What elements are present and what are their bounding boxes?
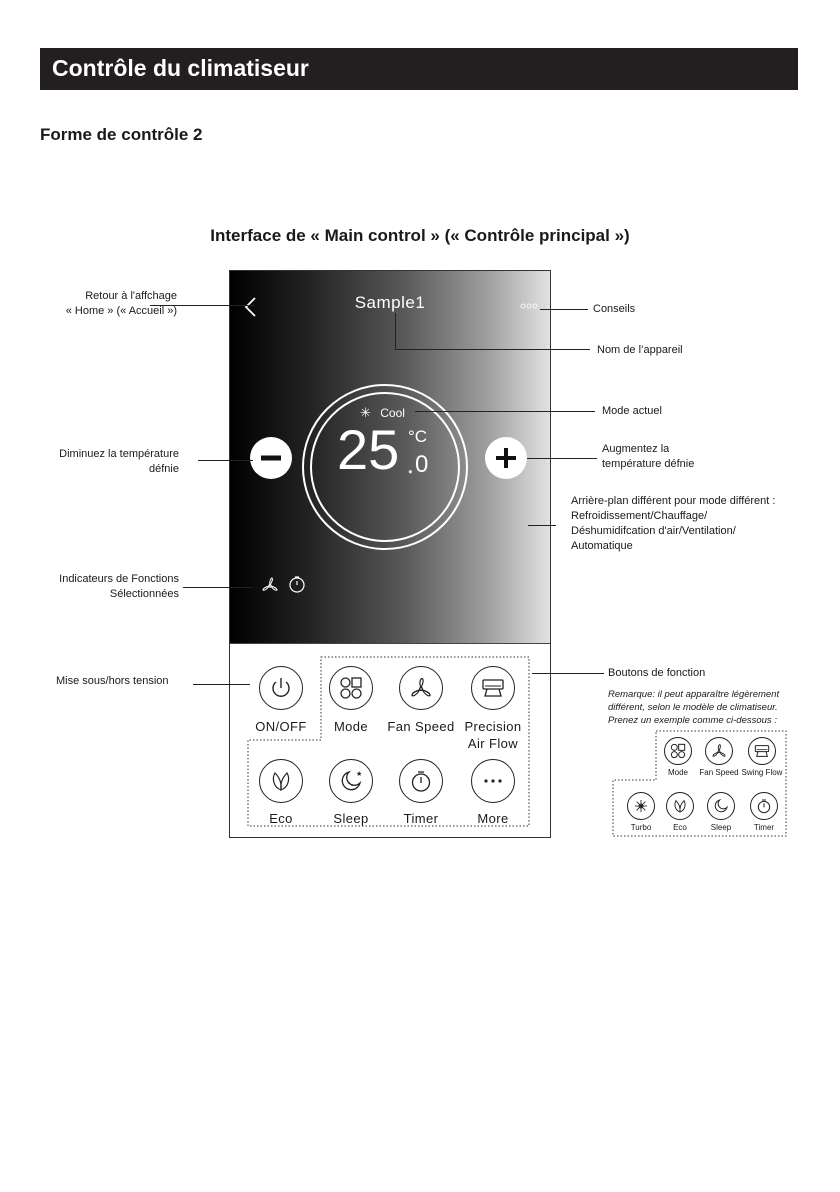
temperature-decimal: 0 xyxy=(415,451,429,478)
remark-line2: différent, selon le modèle de climatiseur. xyxy=(608,702,778,713)
indicators-callout-line xyxy=(183,587,253,588)
mode-callout-line xyxy=(415,411,595,412)
mode-button[interactable] xyxy=(329,666,373,710)
example-turbo-label: Turbo xyxy=(630,823,652,832)
example-mode-label: Mode xyxy=(667,768,688,777)
example-swing-icon xyxy=(754,743,770,759)
snowflake-icon: ✳ xyxy=(360,405,371,420)
mode-label: Mode xyxy=(333,719,369,734)
power-icon xyxy=(269,676,293,700)
sleep-button[interactable] xyxy=(329,759,373,803)
example-swing-flow-button xyxy=(748,737,776,765)
example-fan-icon xyxy=(711,743,727,759)
increase-temperature-button[interactable] xyxy=(485,437,527,479)
decrease-temperature-button[interactable] xyxy=(250,437,292,479)
mode-label: Cool xyxy=(380,406,405,420)
example-fan-speed-label: Fan Speed xyxy=(699,768,739,777)
svg-text:★: ★ xyxy=(356,770,363,778)
device-name-callout-line xyxy=(395,349,590,350)
mode-icon xyxy=(339,676,363,700)
example-timer-label: Timer xyxy=(753,823,775,832)
section-subtitle: Forme de contrôle 2 xyxy=(40,125,203,144)
device-name-annotation: Nom de l’appareil xyxy=(597,344,683,356)
precision-air-flow-label-line1: Precision xyxy=(464,719,522,734)
tips-callout-line xyxy=(540,309,588,310)
tips-annotation: Conseils xyxy=(593,303,636,315)
decrease-callout-line xyxy=(198,460,253,461)
decrease-annotation xyxy=(20,447,179,477)
header-bar xyxy=(40,48,798,90)
more-dots-icon[interactable] xyxy=(520,303,538,309)
more-button[interactable] xyxy=(471,759,515,803)
fan-icon xyxy=(409,676,433,700)
background-annotation-line1: Arrière-plan différent pour mode différent : xyxy=(571,495,776,507)
interface-title: Interface de « Main control » (« Contrôle principal ») xyxy=(210,226,630,245)
example-eco-button xyxy=(666,792,694,820)
on-off-button[interactable] xyxy=(259,666,303,710)
power-callout-line xyxy=(193,684,250,685)
remark-line1: Remarque: il peut apparaître légèrement xyxy=(608,689,780,700)
example-turbo-icon xyxy=(633,798,649,814)
example-moon-icon xyxy=(713,798,729,814)
fan-speed-label: Fan Speed xyxy=(387,719,455,734)
eco-button[interactable] xyxy=(259,759,303,803)
example-leaf-icon xyxy=(672,798,688,814)
example-timer-button xyxy=(750,792,778,820)
example-fan-speed-button xyxy=(705,737,733,765)
increase-callout-line xyxy=(527,458,597,459)
background-annotation xyxy=(571,494,775,554)
timer-indicator-icon xyxy=(288,575,306,593)
temperature-value: 25 xyxy=(337,418,400,481)
power-annotation: Mise sous/hors tension xyxy=(56,675,169,687)
back-annotation xyxy=(20,289,177,319)
indicators-annotation-line1: Indicateurs de Fonctions xyxy=(59,573,179,585)
example-mode-button xyxy=(664,737,692,765)
air-flow-icon xyxy=(481,676,505,700)
example-timer-icon xyxy=(756,798,772,814)
timer-label: Timer xyxy=(403,811,439,826)
moon-icon xyxy=(339,769,363,793)
main-control-screen xyxy=(230,271,550,643)
indicators-annotation xyxy=(20,572,179,602)
more-label: More xyxy=(477,811,509,826)
eco-label: Eco xyxy=(269,811,293,826)
device-name-callout-vline xyxy=(395,313,396,349)
remark-annotation xyxy=(608,688,779,727)
background-callout-line xyxy=(528,525,556,526)
example-eco-label: Eco xyxy=(673,823,687,832)
device-name: Sample1 xyxy=(354,293,426,312)
leaf-icon xyxy=(269,769,293,793)
example-sleep-button xyxy=(707,792,735,820)
header-title: Contrôle du climatiseur xyxy=(52,55,309,81)
precision-air-flow-label-line2: Air Flow xyxy=(467,736,519,751)
indicators-annotation-line2: Sélectionnées xyxy=(109,588,179,600)
example-mode-icon xyxy=(670,743,686,759)
function-buttons-callout-line xyxy=(532,673,604,674)
background-annotation-line3: Déshumidifcation d'air/Ventilation/ xyxy=(571,525,736,537)
sleep-label: Sleep xyxy=(333,811,369,826)
minus-icon xyxy=(250,437,292,479)
example-sleep-label: Sleep xyxy=(710,823,732,832)
back-annotation-line1: Retour à l'affchage xyxy=(85,290,177,302)
increase-annotation-line2: température défnie xyxy=(602,458,695,470)
back-annotation-line2: « Home » (« Accueil ») xyxy=(65,305,177,317)
fan-speed-button[interactable] xyxy=(399,666,443,710)
increase-annotation-line1: Augmentez la xyxy=(602,443,670,455)
function-buttons-annotation: Boutons de fonction xyxy=(608,667,706,679)
precision-air-flow-button[interactable] xyxy=(471,666,515,710)
plus-icon xyxy=(485,437,527,479)
example-turbo-button xyxy=(627,792,655,820)
screen-divider xyxy=(230,643,550,644)
more-icon xyxy=(481,769,505,793)
increase-annotation xyxy=(602,442,694,472)
background-annotation-line4: Automatique xyxy=(571,540,633,552)
decrease-annotation-line1: Diminuez la température xyxy=(59,448,179,460)
fan-indicator-icon xyxy=(261,575,279,593)
precision-air-flow-label xyxy=(448,718,538,752)
example-swing-flow-label: Swing Flow xyxy=(741,768,783,777)
timer-button[interactable] xyxy=(399,759,443,803)
phone-mockup xyxy=(229,270,551,838)
background-annotation-line2: Refroidissement/Chauffage/ xyxy=(571,510,708,522)
decimal-point: ● xyxy=(408,467,413,476)
current-mode-annotation: Mode actuel xyxy=(602,405,662,417)
temperature-unit: °C xyxy=(408,427,428,446)
decrease-annotation-line2: défnie xyxy=(149,463,179,475)
on-off-label: ON/OFF xyxy=(255,719,307,734)
remark-line3: Prenez un exemple comme ci-dessous : xyxy=(608,715,777,726)
timer-icon xyxy=(409,769,433,793)
